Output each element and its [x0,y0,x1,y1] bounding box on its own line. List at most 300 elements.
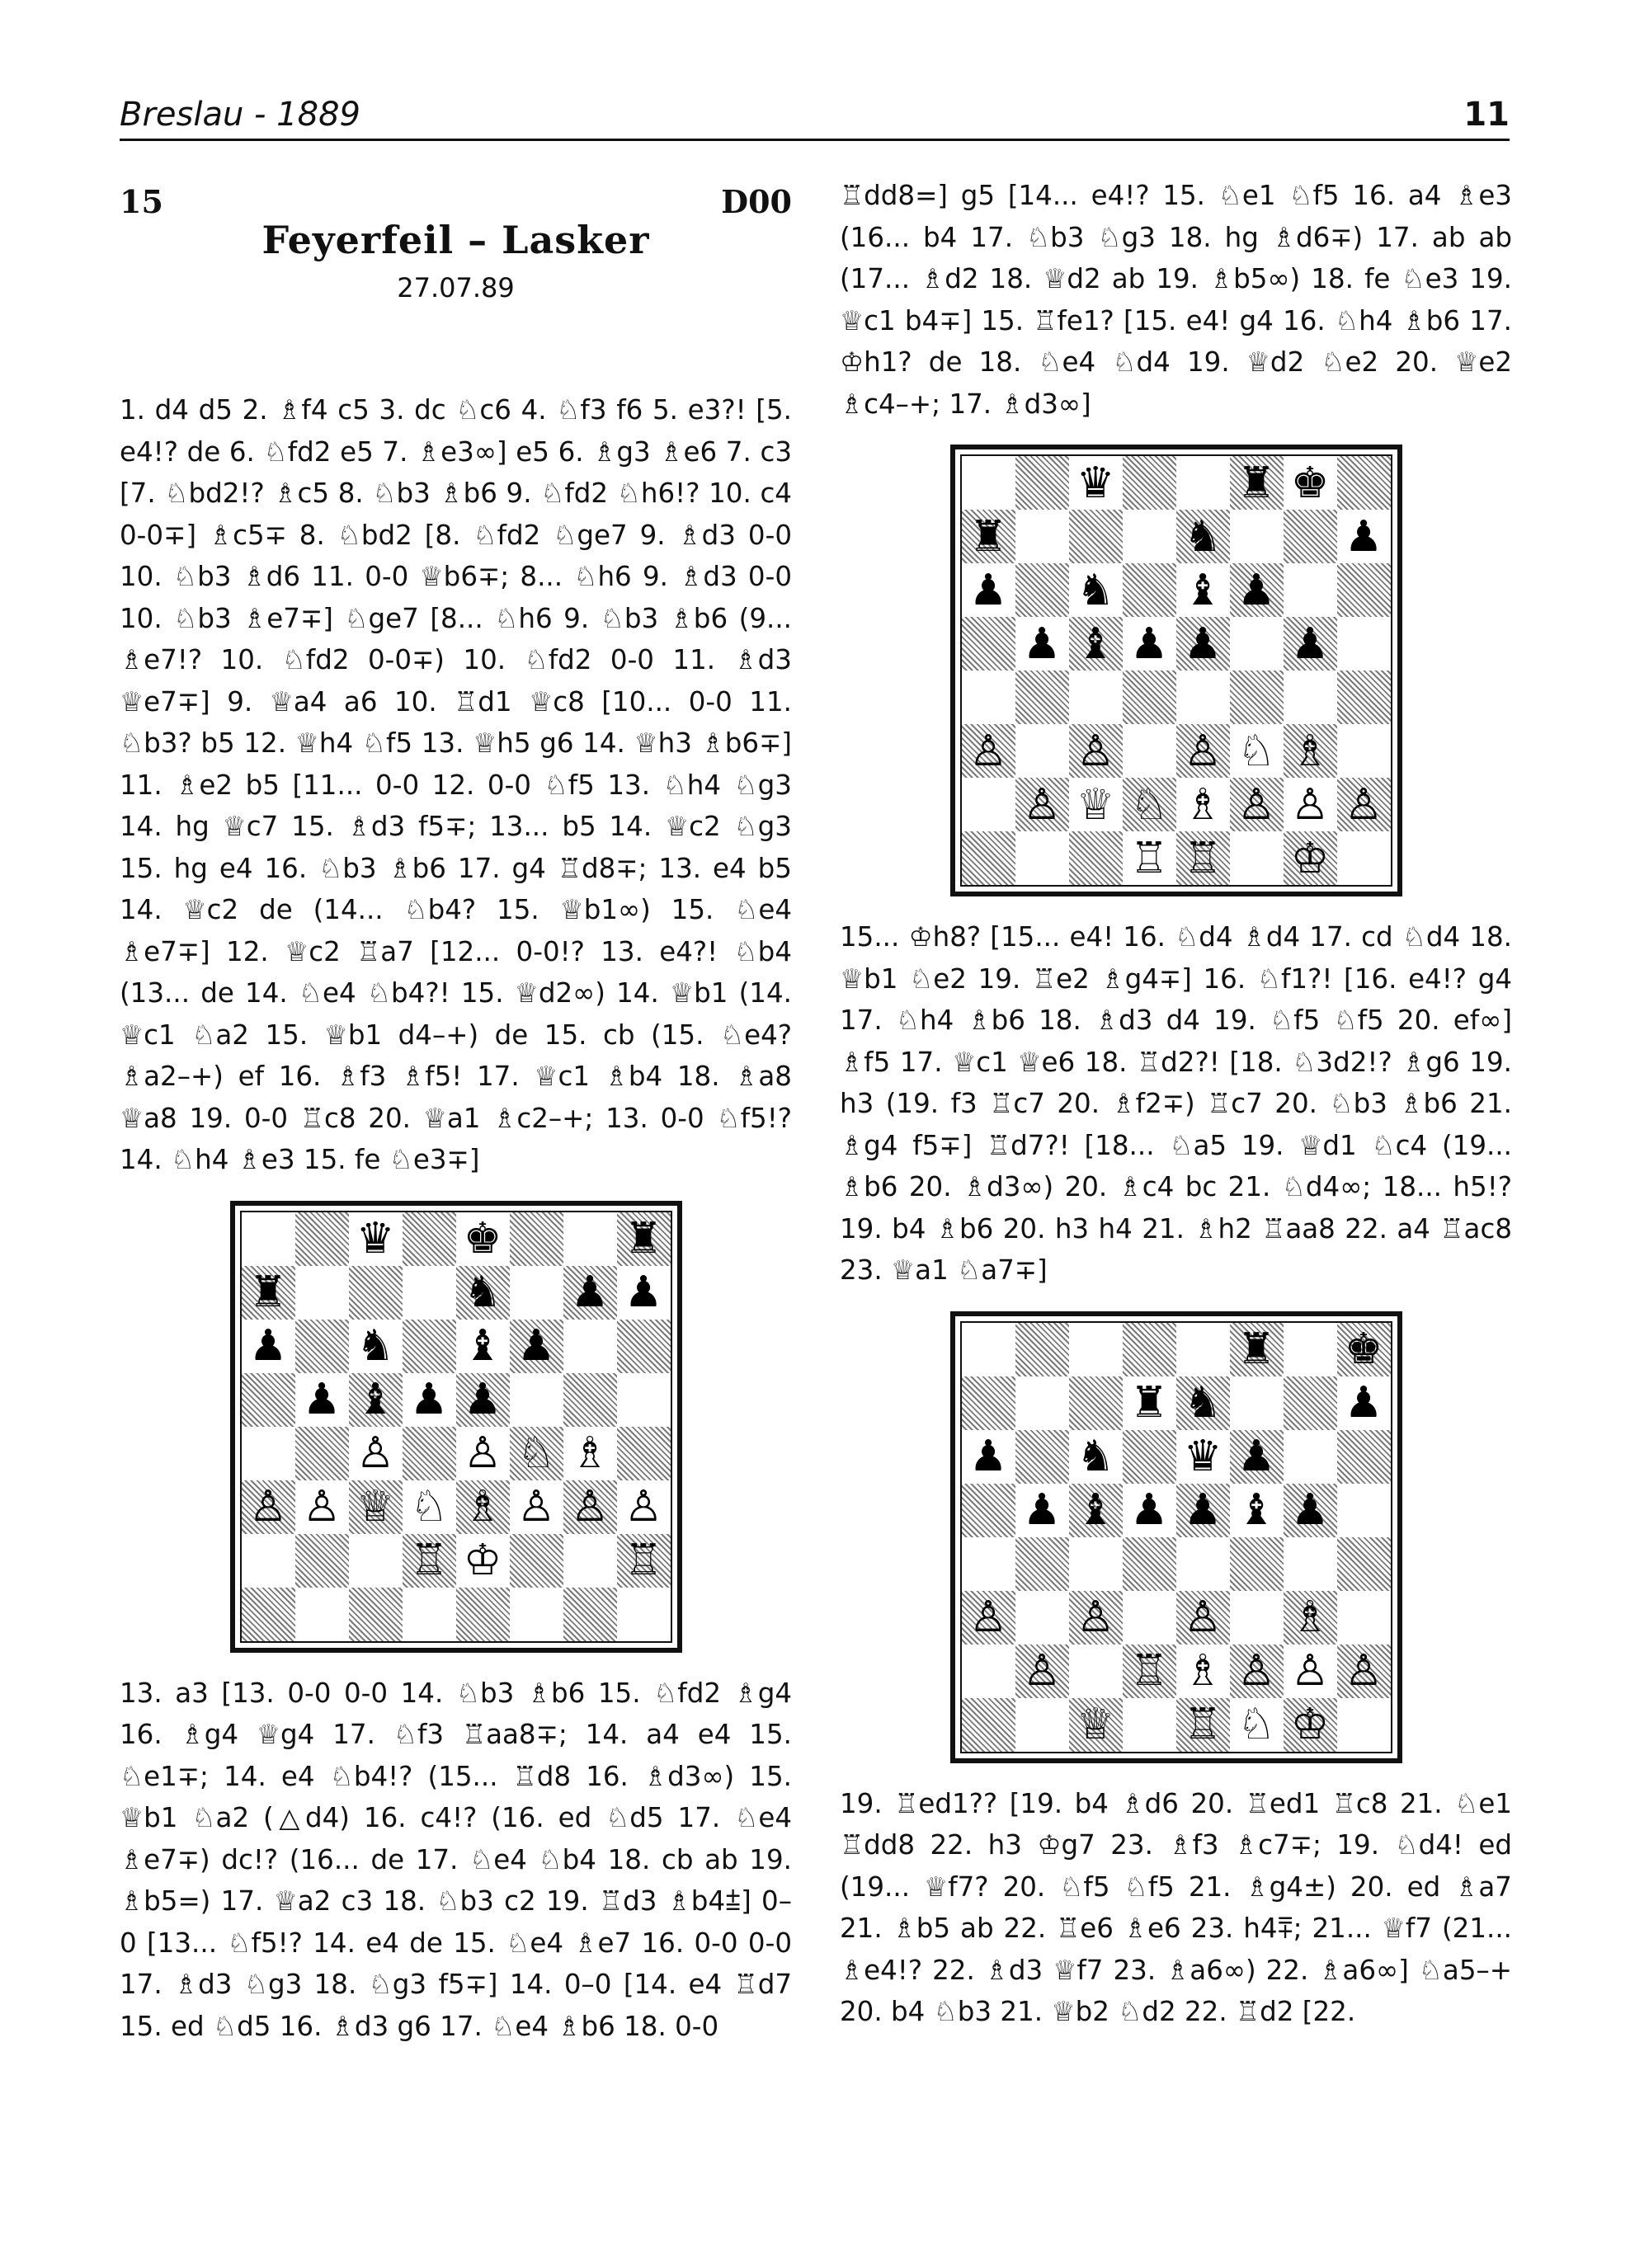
board-square [403,1373,456,1427]
white-bishop-icon: ♗ [570,1428,610,1478]
board-square [1337,778,1391,831]
board-square [1123,1376,1176,1430]
board-square [1230,1323,1284,1376]
board-square [1284,831,1337,885]
board-square [1069,778,1123,831]
board-square [242,1534,295,1588]
board-square [242,1266,295,1320]
board-square [456,1427,510,1480]
board-square [1337,1376,1391,1430]
board-square [1015,1645,1069,1698]
chess-board [960,454,1392,887]
board-square [1069,456,1123,510]
black-pawn-icon: ♟ [1344,511,1383,562]
board-square [962,778,1015,831]
board-square [1123,671,1176,724]
board-square [1284,1698,1337,1752]
board-square [510,1534,563,1588]
white-pawn-icon: ♙ [1290,779,1330,830]
white-pawn-icon: ♙ [1076,1593,1115,1642]
board-square [962,1698,1015,1752]
board-square [1123,1698,1176,1752]
white-bishop-icon: ♗ [1183,779,1222,830]
board-square [295,1373,349,1427]
board-square [349,1480,403,1534]
board-square [1069,510,1123,563]
white-bishop-icon: ♗ [463,1482,502,1532]
board-square [1337,1430,1391,1484]
board-square [456,1266,510,1320]
board-square [962,671,1015,724]
board-square [1176,1698,1230,1752]
white-bishop-icon: ♗ [1290,726,1330,776]
board-square [510,1427,563,1480]
board-square [1069,1645,1123,1698]
chess-diagram-2 [840,445,1512,896]
board-square [1015,1430,1069,1484]
annotation-paragraph: 1. d4 d5 2. ♗f4 c5 3. dc ♘c6 4. ♘f3 f6 5. e3?! [5. e4!? de 6. ♘fd2 e5 7. ♗e3∞] e5 6. ♗g3 ♗e6 7. c3 [7. ♘bd2!? ♗c5 8. ♘b3 ♗b6 9. ♘fd2 ♘h6!? 10. c4 0-0∓] ♗c5∓ 8. ♘bd2 [8. ♘fd2 ♘ge7 9. ♗d3 0-0 10. ♘b3 ♗d6 11. 0-0 ♕b6∓; 8... ♘h6 9. ♗d3 0-0 10. ♘b3 ♗e7∓] ♘ge7 [8... ♘h6 9. ♘b3 ♗b6 (9... ♗e7!? 10. ♘fd2 0-0∓) 10. ♘fd2 0-0 11. ♗d3 ♕e7∓] 9. ♕a4 a6 10. ♖d1 ♕c8 [10... 0-0 11. ♘b3? b5 12. ♕h4 ♘f5 13. ♕h5 g6 14. ♕h3 ♗b6∓] 11. ♗e2 b5 [11... 0-0 12. 0-0 ♘f5 13. ♘h4 ♘g3 14. hg ♕c7 15. ♗d3 f5∓; 13... b5 14. ♕c2 ♘g3 15. hg e4 16. ♘b3 ♗b6 17. g4 ♖d8∓; 13. e4 b5 14. ♕c2 de (14... ♘b4? 15. ♕b1∞) 15. ♘e4 ♗e7∓] 12. ♕c2 ♖a7 [12... 0-0!? 13. e4?! ♘b4 (13... de 14. ♘e4 ♘b4?! 15. ♕d2∞) 14. ♕b1 (14. ♕c1 ♘a2 15. ♕b1 d4–+) de 15. cb (15. ♘e4? ♗a2–+) ef 16. ♗f3 ♗f5! 17. ♕c1 ♗b4 18. ♗a8 ♕a8 19. 0-0 ♖c8 20. ♕a1 ♗c2–+; 13. 0-0 ♘f5!? 14. ♘h4 ♗e3 15. fe ♘e3∓] [120,394,792,1175]
board-square [1015,1484,1069,1537]
eco-code: D00 [721,183,792,220]
board-square [295,1212,349,1266]
black-pawn-icon: ♟ [409,1375,449,1424]
board-square [1284,1591,1337,1645]
board-square [962,1323,1015,1376]
board-square [1123,831,1176,885]
white-queen-icon: ♕ [356,1482,395,1532]
board-square [242,1212,295,1266]
board-square [563,1212,617,1266]
black-bishop-icon: ♝ [1076,619,1115,669]
board-square [563,1480,617,1534]
running-header [120,89,1510,141]
board-square [1337,1323,1391,1376]
black-pawn-icon: ♟ [516,1321,556,1371]
board-square [349,1212,403,1266]
black-knight-icon: ♞ [1076,565,1115,615]
board-square [1069,1376,1123,1430]
board-square [1337,456,1391,510]
board-square [1230,1645,1284,1698]
white-king-icon: ♔ [1290,1700,1330,1749]
board-square [962,510,1015,563]
black-pawn-icon: ♟ [302,1375,342,1424]
board-square [1176,671,1230,724]
board-square [456,1480,510,1534]
white-rook-icon: ♖ [1129,1646,1169,1696]
black-rook-icon: ♜ [968,511,1008,562]
white-knight-icon: ♘ [516,1428,556,1478]
board-square [1123,510,1176,563]
board-square [242,1320,295,1373]
board-square [242,1480,295,1534]
board-square [295,1427,349,1480]
board-square [962,831,1015,885]
white-knight-icon: ♘ [1237,1700,1276,1749]
board-square [1069,1591,1123,1645]
white-pawn-icon: ♙ [302,1482,342,1532]
board-square [1015,456,1069,510]
board-square [1015,1591,1069,1645]
board-square [1230,778,1284,831]
board-square [242,1427,295,1480]
board-square [456,1373,510,1427]
board-square [1284,1323,1337,1376]
board-square [1337,1591,1391,1645]
white-pawn-icon: ♙ [248,1482,288,1532]
black-rook-icon: ♜ [1237,1325,1276,1374]
black-rook-icon: ♜ [1237,458,1276,508]
board-square [1015,1376,1069,1430]
board-square [962,1645,1015,1698]
board-square [1230,510,1284,563]
board-square [295,1588,349,1641]
board-square [403,1534,456,1588]
black-pawn-icon: ♟ [1183,1485,1222,1535]
annotation-paragraph: 13. a3 [13. 0-0 0-0 14. ♘b3 ♗b6 15. ♘fd2 ♗g4 16. ♗g4 ♕g4 17. ♘f3 ♖aa8∓; 14. a4 e4 15. ♘e1∓; 14. e4 ♘b4!? (15... ♖d8 16. ♗d3∞) 15. ♕b1 ♘a2 (△d4) 16. c4!? (16. ed ♘d5 17. ♘e4 ♗e7∓) dc!? (16... de 17. ♘e4 ♘b4 18. cb ab 19. ♗b5=) 17. ♕a2 c3 18. ♘b3 c2 19. ♖d3 ♗b4⩲] 0–0 [13... ♘f5!? 14. e4 de 15. ♘e4 ♗e7 16. 0-0 0-0 17. ♗d3 ♘g3 18. ♘g3 f5∓] 14. 0–0 [14. e4 ♖d7 15. ed ♘d5 16. ♗d3 g6 17. ♘e4 ♗b6 18. 0-0 [120,1677,792,2042]
black-bishop-icon: ♝ [1076,1485,1115,1535]
board-square [1284,1376,1337,1430]
board-square [1284,1537,1337,1591]
board-square [295,1534,349,1588]
board-square [510,1373,563,1427]
white-queen-icon: ♕ [1076,779,1115,830]
board-square [1069,1323,1123,1376]
chess-diagram-3 [840,1311,1512,1763]
players-title: Feyerfeil – Lasker [261,218,650,262]
chess-diagram-1 [120,1201,792,1653]
board-square [962,456,1015,510]
board-square [962,724,1015,778]
white-king-icon: ♔ [463,1536,502,1585]
board-square [617,1212,671,1266]
black-pawn-icon: ♟ [1344,1378,1383,1428]
board-square [1230,617,1284,671]
board-square [1123,617,1176,671]
board-square [403,1480,456,1534]
black-rook-icon: ♜ [624,1214,663,1263]
board-square [1284,617,1337,671]
black-king-icon: ♚ [463,1214,502,1263]
black-knight-icon: ♞ [1183,1378,1222,1428]
board-square [403,1427,456,1480]
board-square [1123,1591,1176,1645]
board-square [1123,1484,1176,1537]
game-heading [120,175,792,389]
black-bishop-icon: ♝ [1237,1485,1276,1535]
board-square [1284,456,1337,510]
board-square [349,1588,403,1641]
board-square [349,1427,403,1480]
board-square [617,1534,671,1588]
board-square [1230,1698,1284,1752]
black-bishop-icon: ♝ [356,1375,395,1424]
board-square [1284,778,1337,831]
black-pawn-icon: ♟ [1022,619,1062,669]
board-square [1069,1698,1123,1752]
board-square [295,1320,349,1373]
white-knight-icon: ♘ [409,1482,449,1532]
black-pawn-icon: ♟ [1237,565,1276,615]
board-square [403,1320,456,1373]
board-square [1176,510,1230,563]
board-square [1284,1645,1337,1698]
page-number: 11 [1463,96,1510,134]
black-queen-icon: ♛ [356,1214,395,1263]
board-square [1015,617,1069,671]
white-pawn-icon: ♙ [570,1482,610,1532]
board-square [1069,1537,1123,1591]
board-square [1284,510,1337,563]
board-square [617,1427,671,1480]
chess-board [960,1321,1392,1753]
black-knight-icon: ♞ [1076,1432,1115,1481]
board-square [1230,1484,1284,1537]
white-pawn-icon: ♙ [624,1482,663,1532]
board-square [1123,1645,1176,1698]
board-square [1337,671,1391,724]
board-square [1176,456,1230,510]
board-square [1284,1484,1337,1537]
board-square [1284,671,1337,724]
board-square [349,1266,403,1320]
white-knight-icon: ♘ [1129,779,1169,830]
board-square [456,1588,510,1641]
board-square [1123,456,1176,510]
white-rook-icon: ♖ [624,1536,663,1585]
board-square [617,1320,671,1373]
board-square [1176,1591,1230,1645]
board-square [962,1376,1015,1430]
black-king-icon: ♚ [1344,1325,1383,1374]
white-pawn-icon: ♙ [1022,779,1062,830]
board-square [1069,724,1123,778]
board-square [510,1480,563,1534]
board-square [1123,1430,1176,1484]
black-rook-icon: ♜ [248,1268,288,1317]
black-pawn-icon: ♟ [248,1321,288,1371]
board-square [349,1534,403,1588]
board-square [1284,724,1337,778]
board-square [1015,1323,1069,1376]
white-pawn-icon: ♙ [968,726,1008,776]
board-square [617,1588,671,1641]
board-square [1069,563,1123,617]
white-pawn-icon: ♙ [1344,1646,1383,1696]
white-rook-icon: ♖ [1183,1700,1222,1749]
board-square [1069,671,1123,724]
board-square [563,1266,617,1320]
black-rook-icon: ♜ [1129,1378,1169,1428]
white-bishop-icon: ♗ [1290,1593,1330,1642]
black-knight-icon: ♞ [1183,511,1222,562]
white-pawn-icon: ♙ [968,1593,1008,1642]
board-square [1015,671,1069,724]
board-square [1230,563,1284,617]
board-square [1337,1645,1391,1698]
board-square [563,1320,617,1373]
board-square [456,1212,510,1266]
board-square [1176,1323,1230,1376]
white-pawn-icon: ♙ [1183,1593,1222,1642]
board-square [1123,1537,1176,1591]
white-pawn-icon: ♙ [1022,1646,1062,1696]
board-square [1176,1484,1230,1537]
white-pawn-icon: ♙ [356,1428,395,1478]
board-square [510,1320,563,1373]
game-date: 27.07.89 [397,272,515,303]
white-pawn-icon: ♙ [1237,1646,1276,1696]
board-square [1176,1376,1230,1430]
black-pawn-icon: ♟ [968,565,1008,615]
board-square [1123,1323,1176,1376]
board-square [1176,617,1230,671]
black-pawn-icon: ♟ [968,1432,1008,1481]
board-square [1176,831,1230,885]
black-pawn-icon: ♟ [1290,619,1330,669]
right-column [840,175,1512,2033]
black-pawn-icon: ♟ [570,1268,610,1317]
black-pawn-icon: ♟ [1183,619,1222,669]
board-square [242,1588,295,1641]
board-square [456,1320,510,1373]
board-square [1176,563,1230,617]
annotation-paragraph: 15... ♔h8? [15... e4! 16. ♘d4 ♗d4 17. cd ♘d4 18. ♕b1 ♘e2 19. ♖e2 ♗g4∓] 16. ♘f1?! [16. e4!? g4 17. ♘h4 ♗b6 18. ♗d3 d4 19. ♘f5 ♘f5 20. ef∞] ♗f5 17. ♕c1 ♕e6 18. ♖d2?! [18. ♘3d2!? ♗g6 19. h3 (19. f3 ♖c7 20. ♗f2∓) ♖c7 20. ♘b3 ♗b6 21. ♗g4 f5∓] ♖d7?! [18... ♘a5 19. ♕d1 ♘c4 (19... ♗b6 20. ♗d3∞) 20. ♗c4 bc 21. ♘d4∞; 18... h5!? 19. b4 ♗b6 20. h3 h4 21. ♗h2 ♖aa8 22. a4 ♖ac8 23. ♕a1 ♘a7∓] [840,921,1512,1286]
board-square [295,1480,349,1534]
black-king-icon: ♚ [1290,458,1330,508]
board-square [563,1534,617,1588]
chess-board [240,1211,672,1643]
white-pawn-icon: ♙ [1237,779,1276,830]
board-square [1015,1537,1069,1591]
game-number: 15 [120,183,163,220]
board-square [1230,671,1284,724]
black-pawn-icon: ♟ [624,1268,663,1317]
board-square [962,563,1015,617]
board-square [1230,831,1284,885]
board-square [1176,1430,1230,1484]
board-square [1337,510,1391,563]
white-bishop-icon: ♗ [1183,1646,1222,1696]
running-head-title: Breslau - 1889 [120,96,360,134]
board-square [1015,1698,1069,1752]
board-square [1337,724,1391,778]
board-square [1284,1430,1337,1484]
board-square [962,1591,1015,1645]
black-pawn-icon: ♟ [1290,1485,1330,1535]
black-queen-icon: ♛ [1076,458,1115,508]
left-column [120,175,792,2047]
board-square [403,1212,456,1266]
white-queen-icon: ♕ [1076,1700,1115,1749]
board-square [1176,778,1230,831]
board-square [1123,563,1176,617]
board-square [1230,1537,1284,1591]
board-square [617,1266,671,1320]
white-knight-icon: ♘ [1237,726,1276,776]
white-pawn-icon: ♙ [463,1428,502,1478]
board-square [1015,510,1069,563]
board-square [1015,778,1069,831]
board-square [962,1484,1015,1537]
board-square [1069,617,1123,671]
white-rook-icon: ♖ [409,1536,449,1585]
board-square [1069,1484,1123,1537]
board-square [1123,778,1176,831]
board-square [1176,1537,1230,1591]
board-square [456,1534,510,1588]
board-square [510,1588,563,1641]
board-square [1337,1537,1391,1591]
black-bishop-icon: ♝ [463,1321,502,1371]
white-pawn-icon: ♙ [1290,1646,1330,1696]
board-square [617,1373,671,1427]
board-square [295,1266,349,1320]
board-square [1015,724,1069,778]
board-square [1337,1484,1391,1537]
board-square [1337,617,1391,671]
white-rook-icon: ♖ [1129,833,1169,883]
board-square [563,1373,617,1427]
board-square [349,1373,403,1427]
board-square [1069,1430,1123,1484]
annotation-paragraph: ♖dd8=] g5 [14... e4!? 15. ♘e1 ♘f5 16. a4 ♗e3 (16... b4 17. ♘b3 ♘g3 18. hg ♗d6∓) 17. ab ab (17... ♗d2 18. ♕d2 ab 19. ♗b5∞) 18. fe ♘e3 19. ♕c1 b4∓] 15. ♖fe1? [15. e4! g4 16. ♘h4 ♗b6 17. ♔h1? de 18. ♘e4 ♘d4 19. ♕d2 ♘e2 20. ♕e2 ♗c4–+; 17. ♗d3∞] [840,180,1512,420]
board-square [962,1430,1015,1484]
white-pawn-icon: ♙ [1344,779,1383,830]
board-square [962,1537,1015,1591]
board-square [1337,1698,1391,1752]
board-square [1176,1645,1230,1698]
black-pawn-icon: ♟ [1022,1485,1062,1535]
black-knight-icon: ♞ [463,1268,502,1317]
board-square [962,617,1015,671]
board-square [1069,831,1123,885]
board-square [1230,456,1284,510]
board-square [563,1588,617,1641]
black-pawn-icon: ♟ [1129,1485,1169,1535]
board-square [242,1373,295,1427]
board-square [403,1588,456,1641]
white-pawn-icon: ♙ [516,1482,556,1532]
board-square [1230,724,1284,778]
black-bishop-icon: ♝ [1183,565,1222,615]
board-square [617,1480,671,1534]
board-square [1015,563,1069,617]
black-queen-icon: ♛ [1183,1432,1222,1481]
board-square [563,1427,617,1480]
board-square [1123,724,1176,778]
board-square [1176,724,1230,778]
board-square [510,1212,563,1266]
black-pawn-icon: ♟ [1237,1432,1276,1481]
board-square [1015,831,1069,885]
board-square [349,1320,403,1373]
black-pawn-icon: ♟ [1129,619,1169,669]
black-pawn-icon: ♟ [463,1375,502,1424]
white-rook-icon: ♖ [1183,833,1222,883]
board-square [1230,1430,1284,1484]
white-pawn-icon: ♙ [1183,726,1222,776]
black-knight-icon: ♞ [356,1321,395,1371]
board-square [1337,563,1391,617]
board-square [1230,1591,1284,1645]
board-square [403,1266,456,1320]
white-pawn-icon: ♙ [1076,726,1115,776]
board-square [510,1266,563,1320]
board-square [1284,563,1337,617]
board-square [1337,831,1391,885]
white-king-icon: ♔ [1290,833,1330,883]
